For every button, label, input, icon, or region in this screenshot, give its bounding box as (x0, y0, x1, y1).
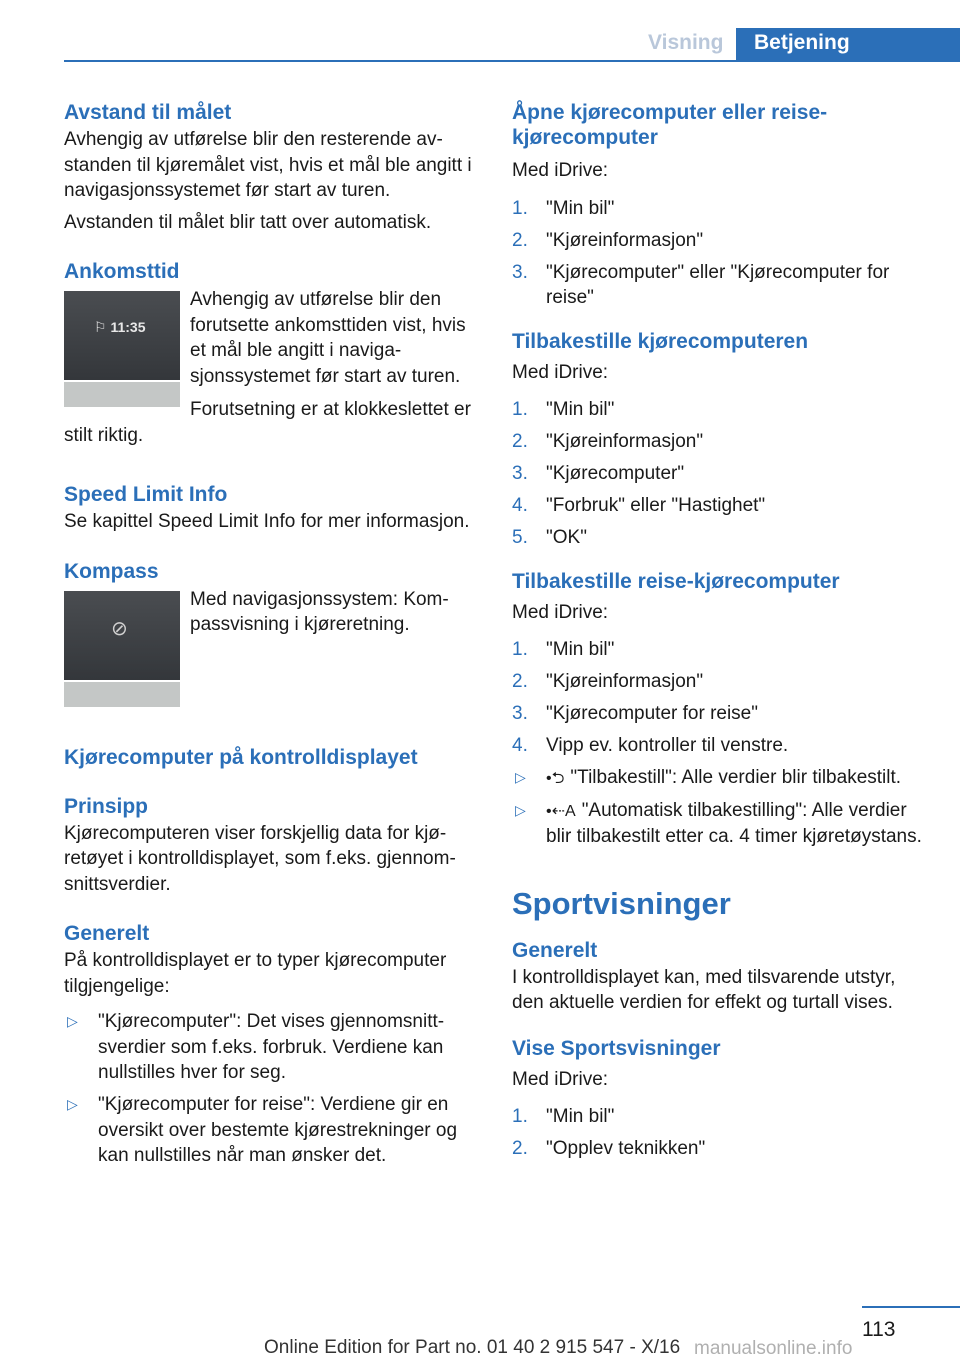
section-title-sport-generelt: Generelt (512, 938, 598, 962)
display-bar (64, 680, 180, 707)
paragraph: Se kapittel Speed Limit Info for mer informasjon. (64, 511, 470, 532)
section-title-reise: Tilbakestille reise-kjørecomputer (512, 569, 840, 593)
flag-icon: ⚐ (94, 319, 111, 335)
sub-list-item: ▷ •⮌ "Tilbakestill": Alle verdier blir tilbakestilt. (512, 765, 928, 792)
section-title-vise-sport: Vise Sportsvisninger (512, 1036, 721, 1060)
paragraph: Avhengig av utførelse blir den resterende avstanden til kjøremålet vist, hvis et mål ble angitt i navigasjonssystemet før start av turen. (64, 129, 472, 201)
page-header (0, 0, 960, 62)
bullet-triangle-icon: ▷ (515, 768, 526, 785)
display-bar (64, 380, 180, 407)
bullet-triangle-icon: ▷ (515, 801, 526, 818)
bullet-triangle-icon: ▷ (67, 1013, 78, 1029)
list-item: 3. "Kjørecomputer" eller "Kjørecomputer for reise" (512, 261, 890, 308)
list-item: 2. "Kjøreinformasjon" (512, 671, 704, 692)
paragraph: Kjørecomputeren viser forskjellig data for kjøretøyet i kontrolldisplayet, som f.eks. gjennomsnittsverdier. (64, 822, 456, 895)
list-item: 1. "Min bil" (512, 639, 615, 660)
list-item: 4. Vipp ev. kontroller til venstre. ▷ •⮌ "Tilbakestill": Alle verdier blir tilbakestilt. ▷ •⇠A "Automatisk tilbakestilling": Alle verdier blir tilbakestilt etter ca. 4 timer kjøretøystans. (512, 733, 928, 850)
list-item: 1. "Min bil" (512, 399, 615, 420)
list-item: 2. "Kjøreinformasjon" (512, 229, 704, 251)
compass-icon: ⊘ (111, 617, 128, 640)
section-title-speed-limit: Speed Limit Info (64, 483, 228, 506)
paragraph: Avhengig av utførelse blir den forutsette ankomsttiden vist, hvis et mål ble angitt i navigasjonssystemet før start av turen. (190, 289, 466, 387)
footer-rule (862, 1306, 960, 1308)
chapter-title-kjorecomputer: Kjørecomputer på kontrolldisplayet (64, 745, 418, 769)
paragraph: Med iDrive: (512, 1068, 609, 1090)
right-column (512, 100, 928, 1168)
paragraph: I kontrolldisplayet kan, med tilsvarende utstyr, den aktuelle verdien for effekt og turtall vises. (512, 966, 896, 1013)
list-item: 4. "Forbruk" eller "Hastighet" (512, 495, 766, 516)
tab-betjening[interactable]: Betjening (736, 28, 960, 61)
list-item: 1. "Min bil" (512, 1106, 615, 1127)
watermark: manualsonline.info (694, 1338, 853, 1359)
bullet-triangle-icon: ▷ (67, 1096, 78, 1112)
reset-icon: •⮌ (546, 769, 565, 787)
list-item: 3. "Kjørecomputer for reise" (512, 703, 758, 724)
paragraph: Med iDrive: (512, 601, 609, 623)
section-title-prinsipp: Prinsipp (64, 794, 149, 818)
auto-reset-icon: •⇠A (546, 802, 576, 820)
list-item: 3. "Kjørecomputer" (512, 463, 685, 484)
paragraph: Med iDrive: (512, 160, 609, 181)
section-title-apne: Åpne kjørecomputer eller reisekjørecomputer (512, 101, 828, 149)
section-title-generelt: Generelt (64, 922, 150, 945)
list-item: 5. "OK" (512, 527, 587, 548)
list-item: 2. "Kjøreinformasjon" (512, 431, 704, 452)
left-column (64, 100, 480, 1175)
section-title-tilbakestille: Tilbakestille kjørecomputeren (512, 329, 809, 353)
edition-footer: Online Edition for Part no. 01 40 2 915 547 - X/16 (264, 1337, 681, 1358)
header-rule (64, 60, 960, 62)
list-item: 1. "Min bil" (512, 197, 615, 219)
list-item: ▷ "Kjørecomputer for reise": Verdiene gir en oversikt over bestemte kjørestrekninger og kan nullstilles når man ønsker det. (67, 1094, 458, 1166)
list-item: 2. "Opplev teknikken" (512, 1138, 706, 1159)
section-title-kompass: Kompass (64, 559, 159, 583)
list-item: ▷ "Kjørecomputer": Det vises gjennomsnittsverdier som f.eks. forbruk. Verdiene kan nullstilles hver for seg. (67, 1011, 445, 1083)
paragraph: Avstanden til målet blir tatt over automatisk. (64, 211, 432, 233)
paragraph: Forutsetning er at klokkeslettet er stilt riktig. (64, 399, 471, 446)
section-title-ankomsttid: Ankomsttid (64, 260, 180, 283)
paragraph: Med navigasjonssystem: Kompassvisning i kjøreretning. (190, 588, 449, 635)
page-number: 113 (862, 1318, 896, 1341)
section-title-avstand: Avstand til målet (64, 101, 232, 124)
chapter-title-sportvisninger: Sportvisninger (512, 885, 731, 921)
clock-readout: ⚐ 11:35 (94, 319, 146, 335)
arrival-time-display-image (64, 291, 180, 407)
sub-list-item: ▷ •⇠A "Automatisk tilbakestilling": Alle verdier blir tilbakestilt etter ca. 4 timer kjøretøystans. (515, 799, 922, 847)
paragraph: Med iDrive: (512, 361, 609, 383)
compass-display-image (64, 591, 180, 707)
paragraph: På kontrolldisplayet er to typer kjørecomputer tilgjengelige: (64, 950, 447, 997)
tab-visning[interactable]: Visning (648, 31, 724, 54)
